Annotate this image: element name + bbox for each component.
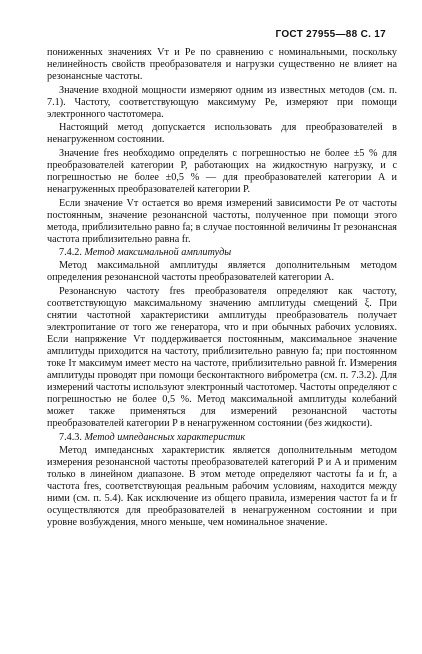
section-number: 7.4.2.	[59, 247, 82, 259]
section-heading-743	[47, 432, 397, 444]
page-header: ГОСТ 27955—88 С. 17	[275, 29, 386, 40]
page-body	[47, 47, 397, 531]
paragraph: Значение входной мощности измеряют одним из известных методов (см. п. 7.1). Частоту, соответствующую максимуму Pе, измеряют при помощи электронного частотомера.	[47, 84, 397, 120]
section-number: 7.4.3.	[59, 431, 82, 443]
paragraph: Резонансную частоту fres преобразователя определяют как частоту, соответствующую максимальному значению амплитуды смещений ξ. При снятии частотной характеристики амплитуды преобразователь получает электропитание от того же генератора, что и при обычных рабочих условиях. Если напряжение Vт поддерживается постоянным, максимальное значение амплитуды приходится на частоту, приблизительно равную fа; при постоянном токе Iт максимум имеет место на частоте, приблизительно равной fr. Измерения амплитуды проводят при помощи бесконтактного виброметра (см. п. 7.3.2). Для измерений частоты используют электронный частотомер. Частоты определяют с погрешностью не более 0,5 %. Метод максимальной амплитуды колебаний может также применяться для измерений резонансной частоты преобразователей категории P в ненагруженном состоянии (без жидкости).	[47, 285, 397, 430]
paragraph: Настоящий метод допускается использовать для преобразователей в ненагруженном состоянии.	[47, 122, 397, 146]
section-title: Метод максимальной амплитуды	[84, 247, 232, 259]
paragraph: Если значение Vт остается во время измерений зависимости Pе от частоты постоянным, значение резонансной частоты, полученное при помощи этого метода, приблизительно равно fа; в случае постоянной величины Iт резонансная частота приблизительно равна fr.	[47, 197, 397, 245]
section-heading-742	[47, 247, 397, 259]
section-title: Метод импедансных характеристик	[84, 431, 246, 443]
paragraph: пониженных значениях Vт и Pе по сравнению с номинальными, поскольку нелинейность свойств преобразователя и нагрузки существенно не влияет на резонансные частоты.	[47, 47, 397, 83]
paragraph: Метод максимальной амплитуды является дополнительным методом определения резонансной частоты преобразователей категории А.	[47, 260, 397, 284]
paragraph: Значение fres необходимо определять с погрешностью не более ±5 % для преобразователей категории P, работающих на жидкостную нагрузку, и с погрешностью не более ±0,5 % — для преобразователей категории A и ненагруженных преобразователей категории P.	[47, 147, 397, 196]
paragraph: Метод импедансных характеристик является дополнительным методом измерения резонансной частоты преобразователей категорий P и A и применим только в линейном диапазоне. В этом методе определяют частоты fа и fr, а частота fres, соответствующая реальным рабочим условиям, находится между ними (см. п. 5.4). Как исключение из общего правила, измерения частот fа и fr осуществляются для преобразователей в ненагруженном состоянии и при уровне возбуждения, много меньше, чем номинальное значение.	[47, 445, 397, 529]
